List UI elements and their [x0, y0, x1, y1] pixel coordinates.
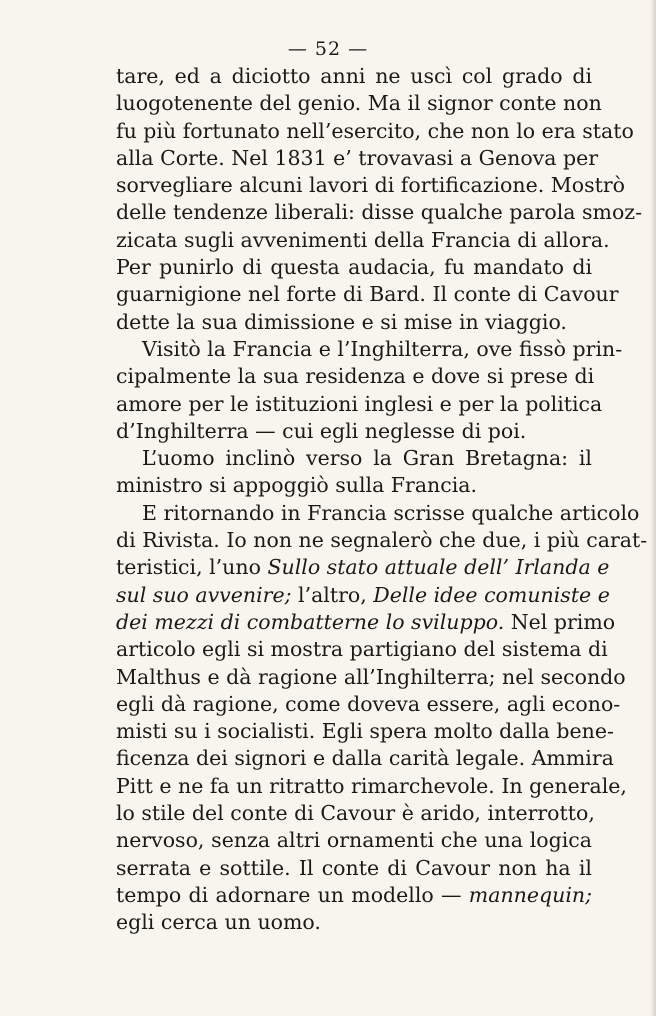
text-line [116, 582, 610, 609]
text-line [116, 609, 616, 636]
text-line [116, 554, 610, 581]
text-line: L’uomo inclinò verso la Gran Bretagna: il [142, 446, 592, 471]
text-line: dette la sua dimissione e si mise in viaggio. [116, 309, 567, 334]
text-line: cipalmente la sua residenza e dove si prese di [116, 364, 595, 389]
text-line: alla Corte. Nel 1831 e’ trovavasi a Genova per [116, 145, 599, 170]
text-line: zicata sugli avvenimenti della Francia di allora. [116, 227, 610, 252]
page-number: — 52 — [287, 38, 369, 60]
text-line: amore per le istituzioni inglesi e per la politica [116, 391, 603, 416]
text-line: sorvegliare alcuni lavori di fortificazione. Mostrò [116, 173, 625, 198]
text-run: tempo di adornare un modello — [116, 882, 469, 907]
page-edge-shadow [650, 0, 656, 1016]
text-run: Nel primo [504, 609, 616, 634]
text-line: fu più fortunato nell’esercito, che non lo era stato [116, 118, 634, 143]
text-line: serrata e sottile. Il conte di Cavour non ha il [116, 855, 592, 880]
text-line: Malthus e dà ragione all’Inghilterra; nel secondo [116, 664, 626, 689]
text-line: Pitt e ne fa un ritratto rimarchevole. In generale, [116, 773, 627, 798]
text-line: E ritornando in Francia scrisse qualche articolo [142, 500, 640, 525]
italic-title: Delle idee comuniste e [373, 582, 610, 607]
text-line: lo stile del conte di Cavour è arido, interrotto, [116, 801, 595, 826]
text-run: teristici, l’uno [116, 555, 268, 580]
body-text [116, 63, 648, 937]
text-line: d’Inghilterra — cui egli neglesse di poi. [116, 418, 527, 443]
text-line: egli cerca un uomo. [116, 910, 321, 935]
italic-title: dei mezzi di combatterne lo sviluppo. [116, 609, 505, 634]
text-line: Visitò la Francia e l’Inghilterra, ove fissò prin- [142, 336, 623, 361]
text-line: guarnigione nel forte di Bard. Il conte di Cavour [116, 282, 619, 307]
text-line: di Rivista. Io non ne segnalerò che due, i più carat- [116, 528, 648, 553]
text-line: Per punirlo di questa audacia, fu mandato di [116, 255, 592, 280]
text-line: misti su i socialisti. Egli spera molto dalla bene- [116, 719, 614, 744]
text-line: delle tendenze liberali: disse qualche parola smoz- [116, 200, 643, 225]
text-line: egli dà ragione, come doveva essere, agli econo- [116, 691, 621, 716]
text-line: tare, ed a diciotto anni ne uscì col grado di [116, 64, 592, 88]
text-line: nervoso, senza altri ornamenti che una logica [116, 828, 592, 853]
text-line: ministro si appoggiò sulla Francia. [116, 473, 478, 498]
italic-title: sul suo avvenire; [116, 582, 292, 607]
text-line: articolo egli si mostra partigiano del sistema di [116, 637, 608, 662]
text-run: l’altro, [291, 582, 374, 607]
text-line [116, 882, 592, 909]
italic-title: mannequin; [468, 882, 592, 907]
text-line: ficenza dei signori e dalla carità legale. Ammira [116, 746, 614, 771]
italic-title: Sullo stato attuale dell’ Irlanda e [267, 555, 610, 580]
text-line: luogotenente del genio. Ma il signor conte non [116, 91, 602, 116]
